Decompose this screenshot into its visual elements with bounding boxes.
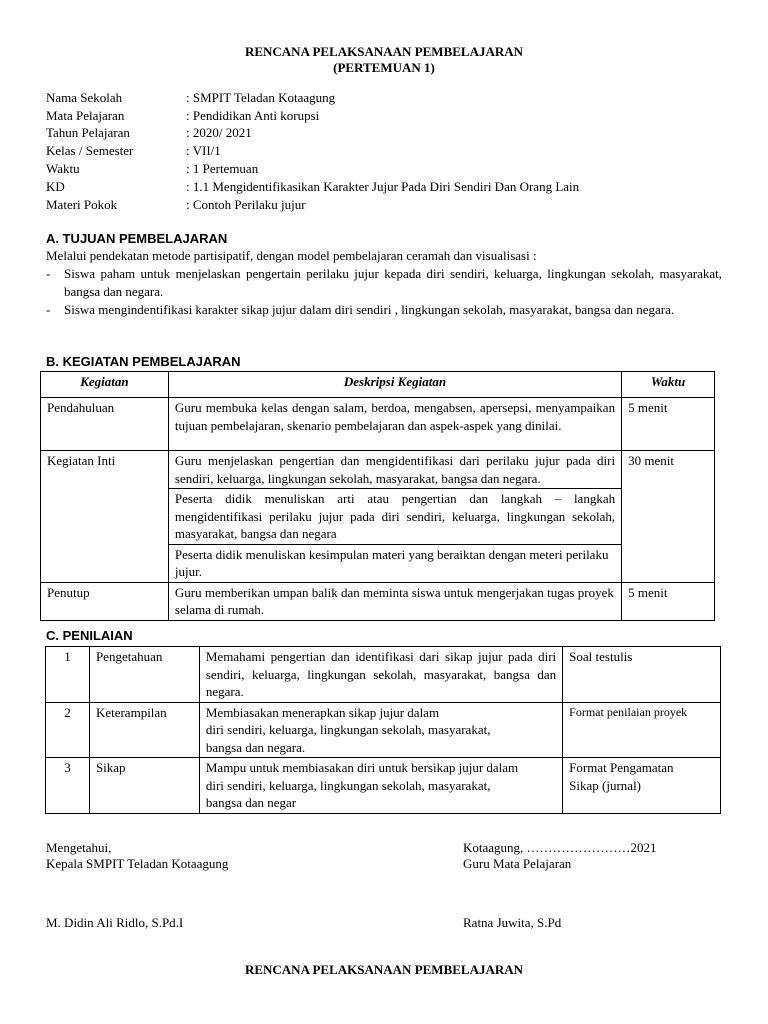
info-label: Mata Pelajaran	[46, 108, 125, 123]
bullet-dash: -	[46, 266, 51, 281]
indicator-line: bangsa dan negar	[205, 795, 297, 810]
info-label: Kelas / Semester	[46, 143, 134, 158]
indicator-line: Mampu untuk membiasakan diri untuk bersikap jujur dalam	[205, 760, 519, 775]
assessment-number: 3	[46, 758, 90, 814]
indicator-line: bangsa dan negara.	[205, 739, 306, 755]
assessment-number: 2	[46, 702, 90, 758]
assessment-number: 1	[46, 647, 90, 703]
signature-right-name: Ratna Juwita, S.Pd	[463, 915, 562, 930]
info-label: KD	[46, 179, 65, 194]
info-label: Nama Sekolah	[46, 90, 123, 105]
assessment-aspect: Pengetahuan	[89, 647, 199, 703]
assessment-technique: Format penilaian proyek	[563, 702, 721, 758]
table-row	[46, 702, 721, 758]
section-b-heading: B. KEGIATAN PEMBELAJARAN	[46, 354, 241, 369]
column-header: Waktu	[622, 372, 715, 398]
assessment-table	[45, 646, 721, 814]
info-value: : 1.1 Mengidentifikasikan Karakter Jujur Pada Diri Sendiri Dan Orang Lain	[186, 179, 580, 194]
signature-right-line1: Kotaagung, ……………………2021	[463, 840, 657, 855]
objective-item	[46, 265, 722, 301]
table-row	[41, 398, 715, 451]
assessment-aspect: Keterampilan	[89, 702, 199, 758]
objective-item	[46, 301, 722, 319]
info-value: : SMPIT Teladan Kotaagung	[186, 90, 336, 105]
info-value: : Contoh Perilaku jujur	[186, 197, 306, 212]
objective-text: Siswa mengindentifikasi karakter sikap jujur dalam diri sendiri , lingkungan sekolah, masyarakat, bangsa dan negara.	[64, 302, 675, 317]
assessment-indicator	[199, 758, 562, 814]
activity-name: Pendahuluan	[41, 398, 169, 451]
column-header: Deskripsi Kegiatan	[168, 372, 621, 398]
signature-right-line2: Guru Mata Pelajaran	[463, 856, 572, 871]
document-subtitle: (PERTEMUAN 1)	[333, 60, 435, 75]
signature-left-name: M. Didin Ali Ridlo, S.Pd.I	[46, 915, 184, 930]
table-row	[46, 758, 721, 814]
assessment-technique	[563, 758, 721, 814]
activity-description: Guru membuka kelas dengan salam, berdoa, mengabsen, apersepsi, menyampaikan tujuan pembelajaran, skenario pembelajaran dan aspek-aspek yang dinilai.	[168, 398, 621, 451]
activity-name: Penutup	[41, 582, 169, 620]
table-header-row	[41, 372, 715, 398]
activity-name: Kegiatan Inti	[41, 451, 169, 583]
info-label: Waktu	[46, 161, 80, 176]
signature-left-line2: Kepala SMPIT Teladan Kotaagung	[46, 856, 229, 871]
signature-left-line1: Mengetahui,	[46, 840, 112, 855]
activity-time: 30 menit	[622, 451, 715, 583]
footer-title: RENCANA PELAKSANAAN PEMBELAJARAN	[244, 962, 524, 977]
activity-description: Guru memberikan umpan balik dan meminta siswa untuk mengerjakan tugas proyek selama di rumah.	[168, 582, 621, 620]
activity-time: 5 menit	[622, 582, 715, 620]
activity-description: Peserta didik menuliskan kesimpulan materi yang beraiktan dengan meteri perilaku jujur.	[168, 544, 621, 582]
column-header: Kegiatan	[41, 372, 169, 398]
assessment-indicator	[199, 702, 562, 758]
table-row	[41, 582, 715, 620]
info-label: Tahun Pelajaran	[46, 125, 130, 140]
section-a-intro: Melalui pendekatan metode partisipatif, dengan model pembelajaran ceramah dan visualisasi :	[46, 248, 537, 263]
indicator-line: diri sendiri, keluarga, lingkungan sekolah, masyarakat,	[205, 722, 491, 737]
indicator-line: diri sendiri, keluarga, lingkungan sekolah, masyarakat,	[205, 777, 491, 793]
table-row	[46, 647, 721, 703]
technique-line: Sikap (jurnal)	[569, 777, 642, 793]
section-c-heading: C. PENILAIAN	[46, 628, 133, 643]
info-label: Materi Pokok	[46, 197, 118, 212]
indicator-line: Membiasakan menerapkan sikap jujur dalam	[205, 704, 440, 720]
activity-table	[40, 371, 715, 621]
info-value: : Pendidikan Anti korupsi	[186, 108, 320, 123]
assessment-aspect: Sikap	[89, 758, 199, 814]
assessment-technique: Soal testulis	[563, 647, 721, 703]
document-title: RENCANA PELAKSANAAN PEMBELAJARAN	[244, 44, 524, 59]
section-a-heading: A. TUJUAN PEMBELAJARAN	[46, 231, 228, 246]
technique-line: Format Pengamatan	[569, 760, 674, 775]
activity-time: 5 menit	[622, 398, 715, 451]
objective-text: Siswa paham untuk menjelaskan pengertain perilaku jujur kepada diri sendiri, keluarga, lingkungan sekolah, masyarakat, bangsa dan negara.	[64, 266, 722, 299]
activity-description: Peserta didik menuliskan arti atau pengertian dan langkah – langkah mengidentifikasi perilaku jujur pada diri sendiri, keluarga, lingkungan sekolah, masyarakat, bangsa dan negara	[168, 489, 621, 545]
assessment-indicator: Memahami pengertian dan identifikasi dari sikap jujur pada diri sendiri, keluarga, lingkungan sekolah, masyarakat, bangsa dan negara.	[199, 647, 562, 703]
activity-description: Guru menjelaskan pengertian dan mengidentifikasi dari perilaku jujur pada diri sendiri, keluarga, lingkungan sekolah, masyarakat, bangsa dan negara.	[168, 451, 621, 489]
info-value: : VII/1	[186, 143, 221, 158]
table-row	[41, 451, 715, 489]
info-value: : 2020/ 2021	[186, 125, 252, 140]
bullet-dash: -	[46, 302, 51, 317]
info-value: : 1 Pertemuan	[186, 161, 259, 176]
